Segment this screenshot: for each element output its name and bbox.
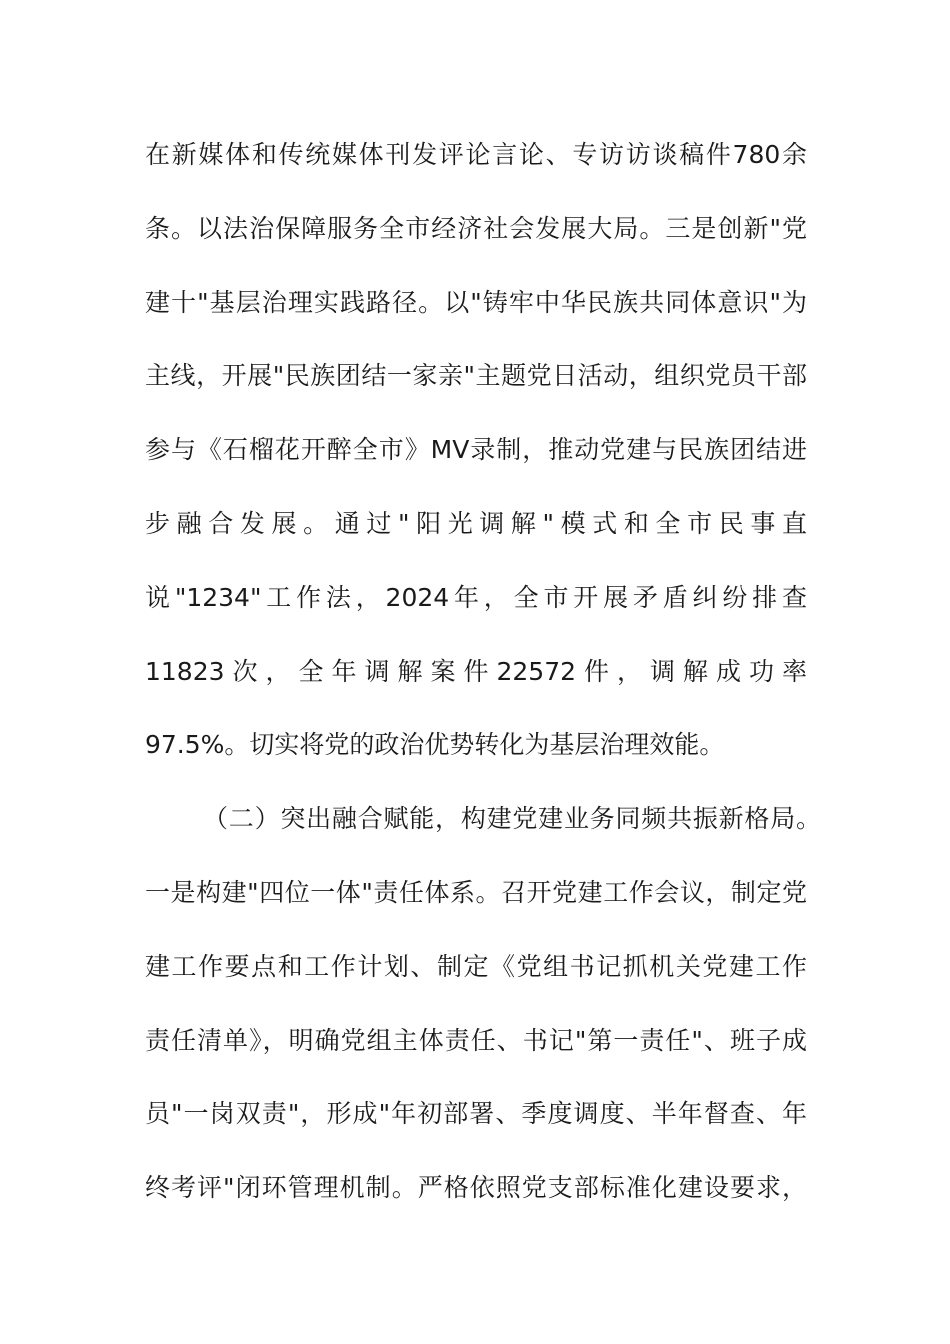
document-body	[145, 118, 821, 1225]
paragraph-line: 说"1234"工作法，2024年，全市开展矛盾纠纷排查	[145, 582, 807, 612]
paragraph-line: 主线，开展"民族团结一家亲"主题党日活动，组织党员干部	[145, 361, 807, 391]
paragraph-line: 建工作要点和工作计划、制定《党组书记抓机关党建工作	[145, 951, 807, 981]
paragraph-line: 建十"基层治理实践路径。以"铸牢中华民族共同体意识"为	[145, 287, 807, 317]
paragraph-line: 步融合发展。通过"阳光调解"模式和全市民事直	[145, 508, 807, 538]
paragraph-line: 参与《石榴花开醉全市》MV录制，推动党建与民族团结进	[145, 435, 807, 465]
paragraph-line: 责任清单》，明确党组主体责任、书记"第一责任"、班子成	[145, 1025, 807, 1055]
paragraph-line: 条。以法治保障服务全市经济社会发展大局。三是创新"党	[145, 213, 807, 243]
paragraph-line: 97.5%。切实将党的政治优势转化为基层治理效能。	[145, 730, 725, 760]
paragraph-line: 11823次，全年调解案件22572件，调解成功率	[145, 656, 807, 686]
paragraph-line: 终考评"闭环管理机制。严格依照党支部标准化建设要求，	[145, 1173, 807, 1203]
paragraph-line: 员"一岗双责"，形成"年初部署、季度调度、半年督查、年	[145, 1099, 807, 1129]
paragraph-line: 一是构建"四位一体"责任体系。召开党建工作会议，制定党	[145, 877, 807, 907]
paragraph-line: 在新媒体和传统媒体刊发评论言论、专访访谈稿件780余	[145, 140, 807, 169]
section-heading: （二）突出融合赋能，构建党建业务同频共振新格局。	[203, 804, 821, 834]
